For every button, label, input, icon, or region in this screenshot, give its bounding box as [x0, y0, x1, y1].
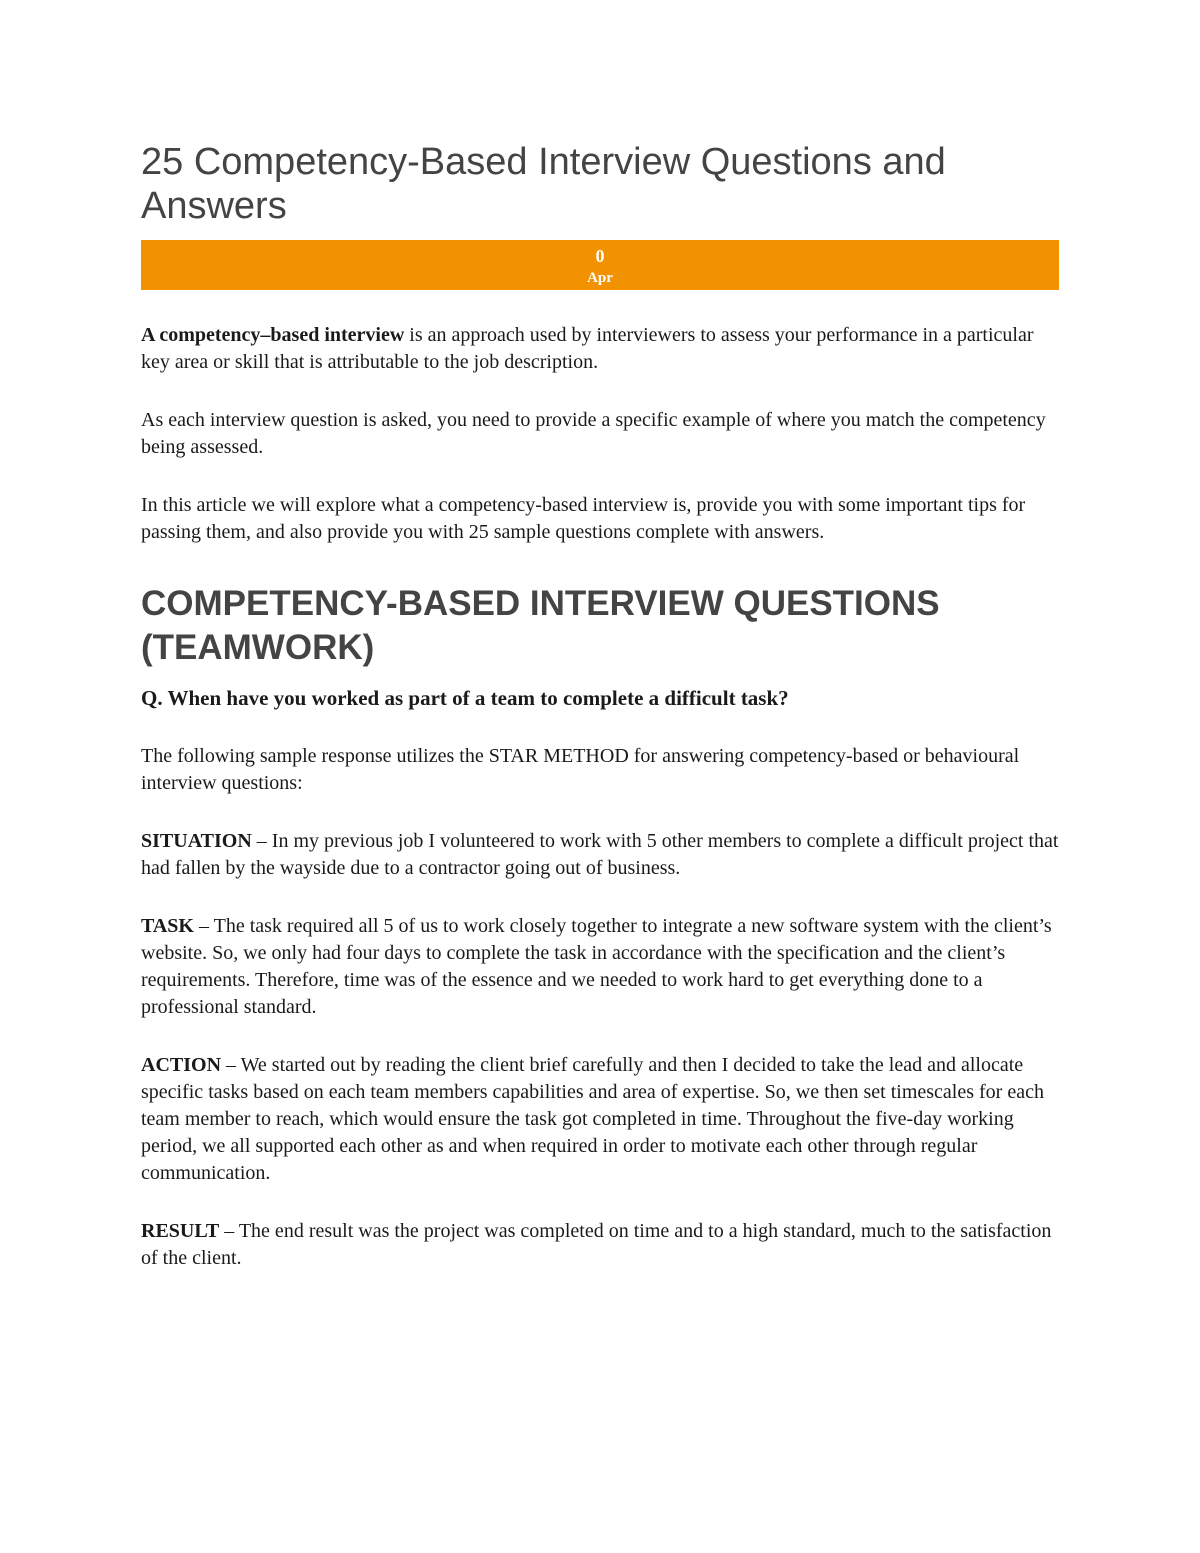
star-action-label: ACTION	[141, 1054, 222, 1076]
intro-paragraph-1-text: is an approach used by interviewers to assess your performance in a particular key area or skill that is attributable to the job description.	[141, 324, 1034, 373]
interview-question: Q. When have you worked as part of a team to complete a difficult task?	[141, 686, 789, 710]
star-action-paragraph	[141, 1052, 1059, 1187]
star-result-paragraph	[141, 1218, 1059, 1272]
star-situation-text: – In my previous job I volunteered to work with 5 other members to complete a difficult project that had fallen by the wayside due to a contractor going out of business.	[141, 830, 1059, 879]
star-result-text: – The end result was the project was completed on time and to a high standard, much to the satisfaction of the client.	[141, 1220, 1052, 1269]
star-task-label: TASK	[141, 915, 194, 937]
star-action-text: – We started out by reading the client brief carefully and then I decided to take the lead and allocate specific tasks based on each team members capabilities and area of expertise. So, we then set timescales for each team member to reach, which would ensure the task got completed in time. Throughout the five-day working period, we all supported each other as and when required in order to motivate each other through regular communication.	[141, 1054, 1044, 1184]
section-heading: COMPETENCY-BASED INTERVIEW QUESTIONS (TEAMWORK)	[141, 584, 940, 667]
star-result-label: RESULT	[141, 1220, 220, 1242]
document-page	[141, 140, 1059, 1272]
date-day: 0	[595, 246, 605, 266]
intro-term: A competency–based interview	[141, 324, 405, 346]
intro-paragraph-2: As each interview question is asked, you need to provide a specific example of where you match the competency being assessed.	[141, 409, 1046, 458]
star-task-text: – The task required all 5 of us to work closely together to integrate a new software system with the client’s website. So, we only had four days to complete the task in accordance with the specification and the client’s requirements. Therefore, time was of the essence and we needed to work hard to get everything done to a professional standard.	[141, 915, 1052, 1018]
star-intro-paragraph: The following sample response utilizes the STAR METHOD for answering competency-based or behavioural interview questions:	[141, 745, 1020, 794]
date-month: Apr	[587, 270, 613, 286]
date-badge	[141, 240, 1059, 290]
intro-paragraph-1	[141, 322, 1059, 376]
star-situation-paragraph	[141, 828, 1059, 882]
star-situation-label: SITUATION	[141, 830, 252, 852]
star-task-paragraph	[141, 913, 1059, 1021]
intro-paragraph-3: In this article we will explore what a competency-based interview is, provide you with some important tips for passing them, and also provide you with 25 sample questions complete with answers.	[141, 494, 1026, 543]
page-title: 25 Competency-Based Interview Questions and Answers	[141, 141, 946, 227]
